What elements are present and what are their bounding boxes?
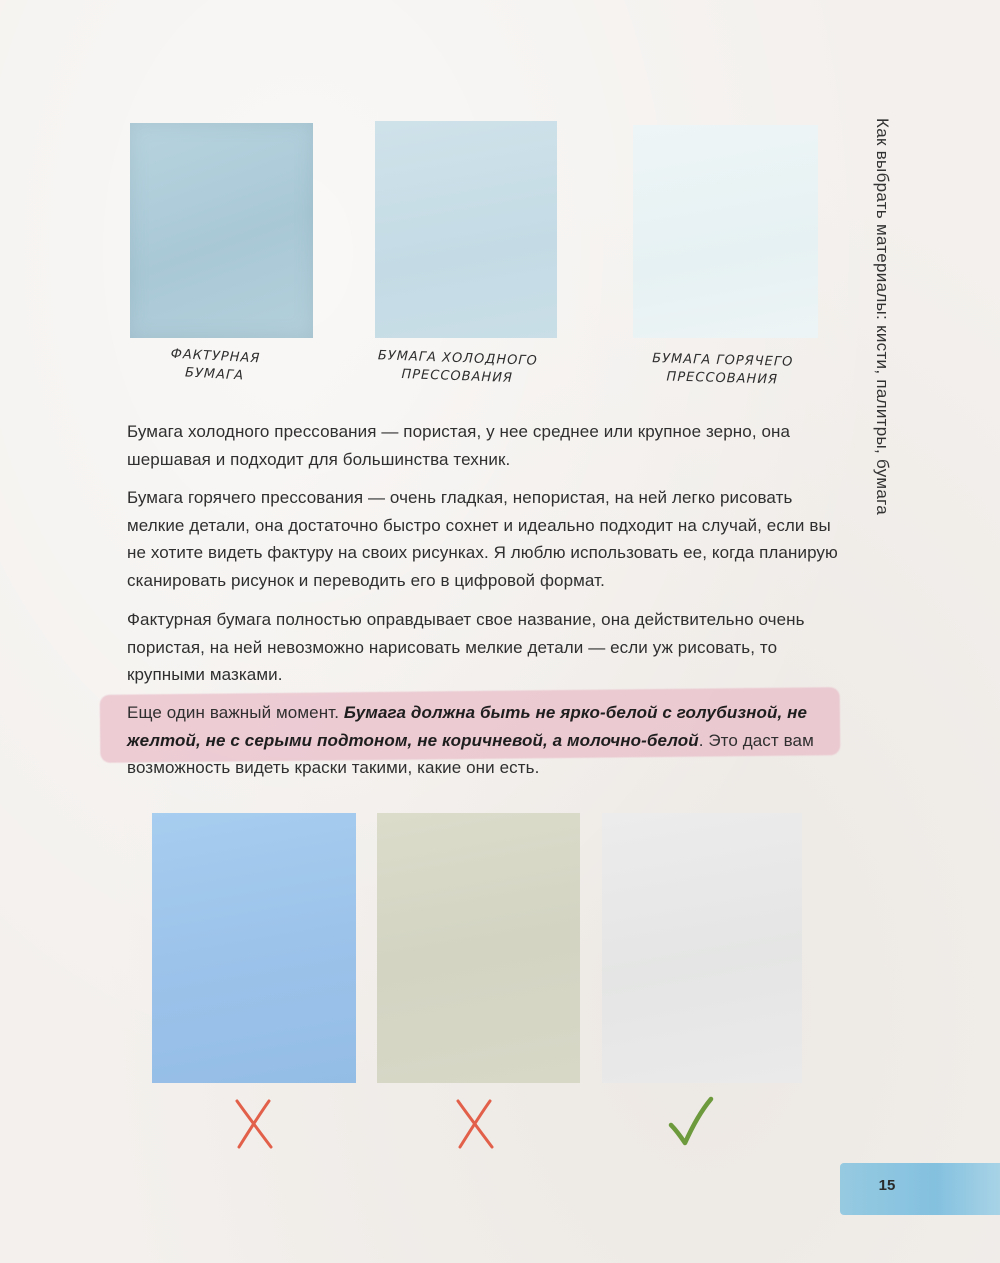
paragraph-important-end: . Это даст вам возможность видеть краски такими, какие они есть. <box>127 730 814 777</box>
paragraph-important-emphasis: Бумага должна быть не ярко-белой с голубизной, не желтой, не с серыми подтоном, не коричневой, а молочно-белой <box>127 703 808 750</box>
label-line: БУМАГА ГОРЯЧЕГО <box>651 351 794 370</box>
label-line: ФАКТУРНАЯ <box>170 346 261 367</box>
hot-press-label <box>640 350 806 390</box>
label-line: ПРЕССОВАНИЯ <box>666 369 779 388</box>
yellowish-paper-sample <box>377 813 580 1083</box>
cold-press-label <box>369 347 545 389</box>
milky-white-paper-sample <box>602 813 802 1083</box>
textured-paper-swatch <box>130 123 313 338</box>
hot-press-paper-swatch <box>633 125 818 338</box>
chapter-side-title <box>862 118 902 578</box>
paragraph-hot-press: Бумага горячего прессования — очень гладкая, непористая, на ней легко рисовать мелкие детали, она достаточно быстро сохнет и идеально подходит на случай, если вы не хотите видеть фактуру на своих рисунках. Я люблю использовать ее, когда планирую сканировать рисунок и переводить его в цифровой формат. <box>127 488 838 590</box>
cross-icon <box>229 1095 279 1151</box>
page-number: 15 <box>878 1177 896 1194</box>
cold-press-paper-swatch <box>375 121 557 338</box>
bluish-paper-sample <box>152 813 356 1083</box>
label-line: БУМАГА ХОЛОДНОГО <box>377 348 539 369</box>
paragraph-important <box>127 699 839 782</box>
paragraph-cold-press: Бумага холодного прессования — пористая, у нее среднее или крупное зерно, она шершавая и подходит для большинства техник. <box>127 422 791 469</box>
paragraph-textured: Фактурная бумага полностью оправдывает свое название, она действительно очень пористая, на ней невозможно нарисовать мелкие детали — если уж рисовать, то крупными мазками. <box>127 610 805 684</box>
paragraph-important-start: Еще один важный момент. <box>127 703 344 722</box>
label-line: БУМАГА <box>184 365 245 384</box>
check-icon <box>667 1095 717 1151</box>
textured-paper-label <box>149 345 281 388</box>
chapter-title-text: Как выбрать материалы: кисти, палитры, бумага <box>873 118 892 515</box>
page-number-tab <box>840 1163 1000 1215</box>
label-line: ПРЕССОВАНИЯ <box>401 367 514 386</box>
cross-icon <box>450 1095 500 1151</box>
